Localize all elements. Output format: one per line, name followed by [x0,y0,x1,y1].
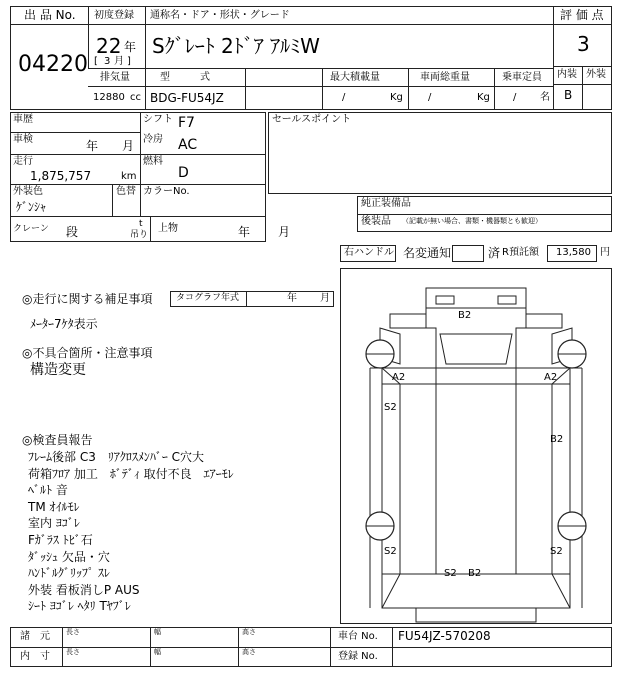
inspection-label: 車検 [13,134,33,145]
inner-dim-label: 内 寸 [20,651,50,662]
gross-weight-label: 車両総重量 [420,72,470,83]
chassis-label: 車台 No. [338,631,378,642]
color-value: ｹﾞﾝｼｬ [16,200,47,214]
aftermarket-label: 後装品 [361,216,391,227]
defect-title: ◎不具合箇所・注意事項 [22,346,153,360]
driving-title: ◎走行に関する補足事項 [22,292,153,306]
reg-year: 22 [96,34,122,58]
model-name-label: 通称名・ドア・形状・グレード [150,10,290,21]
reg-label: 登録 No. [338,651,378,662]
inspector-line: ﾌﾚｰﾑ後部 C3 ﾘｱｸﾛｽﾒﾝﾊﾞｰ C穴大 [28,450,205,464]
capacity-label: 乗車定員 [502,72,542,83]
ac-value: AC [178,137,198,153]
chassis-value: FU54JZ-570208 [398,629,491,643]
tax-label: R預託額 [502,247,539,258]
tax-value: 13,580 [556,247,591,258]
inspector-line: ﾀﾞｯｼｭ 欠品・穴 [28,549,110,564]
tacho-label: タコグラフ年式 [176,293,240,303]
mark-s2-left: S2 [384,402,397,413]
color-label: 外装色 [13,186,43,197]
reg-year-unit: 年 [124,40,137,54]
first-reg-label: 初度登録 [94,10,134,21]
mileage-label: 走行 [13,156,33,167]
inspector-line: 荷箱ﾌﾛｱ 加工 ﾎﾞﾃﾞｨ 取付不良 ｴｱｰﾓﾚ [28,466,234,481]
lot-number: 04220 [18,52,88,77]
mark-s2-rear-right: S2 [550,546,563,557]
reg-month: 3 [104,56,111,67]
mark-b2-right: B2 [550,434,564,445]
mark-a2-left: A2 [392,372,406,383]
inspector-line: Fｶﾞﾗｽ ﾄﾋﾞ石 [28,533,93,547]
model-label: 型 式 [160,72,210,83]
sales-point-label: セールスポイント [272,114,352,125]
mark-a2-right: A2 [544,372,558,383]
crane-label: クレーン [13,224,49,234]
interior-grade: B [564,88,573,102]
mileage-value: 1,875,757 [30,169,92,183]
mark-b2-cab: B2 [458,310,472,321]
defect-note: 構造変更 [30,362,86,378]
rhd-label: 右ハンドル [344,247,394,258]
score-value: 3 [577,32,590,56]
reg-month-unit: 月 [114,56,124,67]
mark-b2-rear: B2 [468,568,482,579]
fuel-value: D [178,165,189,181]
lot-label: 出 品 No. [24,8,76,22]
meter-note: ﾒｰﾀｰ7ｹﾀ表示 [30,317,98,331]
model-code: BDG-FU54JZ [150,91,224,105]
inspector-line: ﾍﾞﾙﾄ 音 [28,483,68,498]
max-load-label: 最大積載量 [330,72,380,83]
mark-s2-rear-left: S2 [384,546,397,557]
note-text: （記載が無い場合、書類・機器類とも歓迎） [402,217,542,225]
displacement-label: 排気量 [100,72,130,83]
genuine-label: 純正装備品 [361,198,411,209]
shift-label: シフト [143,114,173,125]
interior-label: 内装 [557,69,577,80]
exterior-label: 外装 [586,69,606,80]
inspector-line: ﾊﾝﾄﾞﾙｸﾞﾘｯﾌﾟ ｽﾚ [28,566,110,581]
inspector-line: 室内 ﾖｺﾞﾚ [28,516,80,531]
fuel-label: 燃料 [143,156,163,167]
upper-label: 上物 [158,223,178,234]
inspector-line: TM ｵｲﾙﾓﾚ [28,499,80,514]
mark-s2-rear: S2 [444,568,457,579]
score-label: 評 価 点 [560,8,604,22]
inspector-line: ｼｰﾄ ﾖｺﾞﾚ ﾍﾀﾘ Tﾔﾌﾞﾚ [28,599,131,614]
history-label: 車歴 [13,114,33,125]
notice-box [452,245,484,262]
vehicle-diagram [340,268,612,624]
color-change-label: 色替 [116,186,136,197]
specs-label: 諸 元 [20,631,50,642]
ac-label: 冷房 [143,134,163,145]
inspector-title: ◎検査員報告 [22,433,93,447]
notice-label: 名変通知 [403,246,452,260]
inspector-line: 外装 看板消しP AUS [28,582,140,597]
shift-value: F7 [178,115,195,131]
color-code-label: カラーNo. [143,186,190,197]
car-name: Sｸﾞﾚｰﾄ 2ﾄﾞｱ ｱﾙﾐW [152,34,320,58]
displacement-value: 12880 [93,92,125,103]
